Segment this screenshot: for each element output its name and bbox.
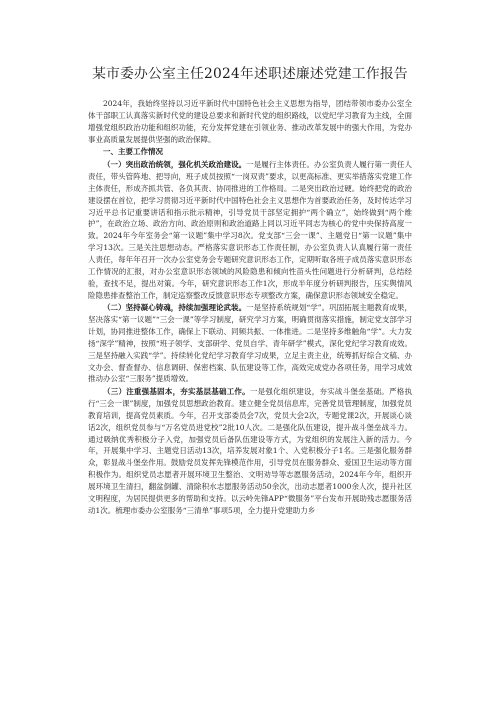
- paragraph-lead: （三）注重强基固本，夯实基层基础工作。: [103, 387, 250, 397]
- paragraph-political-leadership: [88, 159, 412, 301]
- intro-paragraph: 2024年，我始终坚持以习近平新时代中国特色社会主义思想为指导，团结带领市委办公室全体干部职工认真落实新时代党的建设总要求和新时代党的组织路线，以党纪学习教育为主线，全面增强党组织政治功能和组织功能，充分发挥党建在引领业务、推动改革发展中的强大作用，为党办事业高质量发展提供坚强的政治保障。: [88, 99, 412, 144]
- paragraph-grassroots-foundation: [88, 386, 412, 516]
- document-page: [88, 62, 412, 517]
- paragraph-lead: （一）突出政治统领，强化机关政治建设。: [103, 160, 247, 170]
- section-heading-main-work: 一、主要工作情况: [103, 147, 163, 157]
- paragraph-theory-arming: [88, 302, 412, 385]
- document-title: 某市委办公室主任2024年述职述廉述党建工作报告: [92, 66, 408, 82]
- paragraph-lead: （二）坚持凝心铸魂，持续加强理论武装。: [103, 303, 247, 313]
- paragraph-body: 一是强化组织建设，夯实战斗堡垒基础。严格执行“三会一课”制度，加强党员思想政治教育。建立健全党员信息库，完善党员管理制度，加强党员教育培训，提高党员素质。今年，召开支部委员会7次，党员大会2次，专题党课2次，开展谈心谈话2次，组织党员参与“万名党员进党校”2批10人次。二是强化队伍建设，提升战斗堡垒战斗力。通过吸纳优秀积极分子入党，加强党员后备队伍建设等方式，为党组织的发展注入新的活力。今年，开展集中学习、主题党日活动13次，培养发展对象1个、入党积极分子1名。三是强化服务群众，彰显战斗堡垒作用。鼓励党员发挥先锋模范作用，引导党员在服务群众、爱国卫生运动等方面积极作为。组织党员志愿者开展环境卫生整治、文明劝导等志愿服务活动，2024年今年，组织开展环境卫生清扫，翻盆倒罐、清除积水志愿服务活动50余次，出动志愿者1000余人次，提升社区文明程度，为居民提供更多的帮助和支持。以云岭先锋APP“微服务”平台发布开展助残志愿服务活动1次。梳理市委办公室服务“三清单”事项5项，全力提升党建助力乡: [88, 387, 413, 515]
- paragraph-body: 一是履行主体责任。办公室负责人履行第一责任人责任，带头管阵地、把导向，班子成员按照“一岗双责”要求，以更高标准、更实举措落实党建工作主体责任，形成齐抓共管、各负其责、协同推进的工作格局。二是突出政治过硬。始终把党的政治建设摆在首位，把学习贯彻习近平新时代中国特色社会主义思想作为首要政治任务，及时传达学习习近平总书记重要讲话和指示批示精神，引导党员干部坚定拥护“两个确立”，始终做到“两个维护”，在政治立场、政治方向、政治原则和政治道路上同以习近平同志为核心的党中央保持高度一致。2024年今年室务会“第一议题”集中学习8次。党支部“三会一课”、主题党日“第一议题”集中学习13次。三是关注思想动态。严格落实意识形态工作责任制，办公室负责人认真履行第一责任人责任，每年年召开一次办公室党务会专题研究意识形态工作，定期听取各班子成员落实意识形态工作情况的汇报，对办公室意识形态领域的风险隐患和倾向性苗头性问题进行分析研判，总结经验，查找不足，提出对策。今年，研究意识形态工作1次，形成半年度分析研判报告，压实舆情风险隐患排查整治工作，制定巡察整改反馈意识形态专项整改方案，确保意识形态领域安全稳定。: [88, 160, 413, 300]
- paragraph-body: 一是坚持系统规划“学”。巩固拓展主题教育成果，坚决落实“第一议题”“三会一课”等学习制度，研究学习方案，明确贯彻落实措施，制定党支部学习计划，协同推进整体工作，确保上下联动、同频共振、一体推进。二是坚持多维触角“学”。大力发扬“深学”精神，按照“班子领学、支部研学、党员自学、青年研学”模式，深化党纪学习教育成效。三是坚持融入实践“学”。持续转化党纪学习教育学习成果，立足主责主业，统筹抓好综合文稿、办文办会、督查督办、信息调研、保密档案、队伍建设等工作，高效完成党办各项任务，用学习成效推动办公室“三服务”提质增效。: [88, 303, 413, 384]
